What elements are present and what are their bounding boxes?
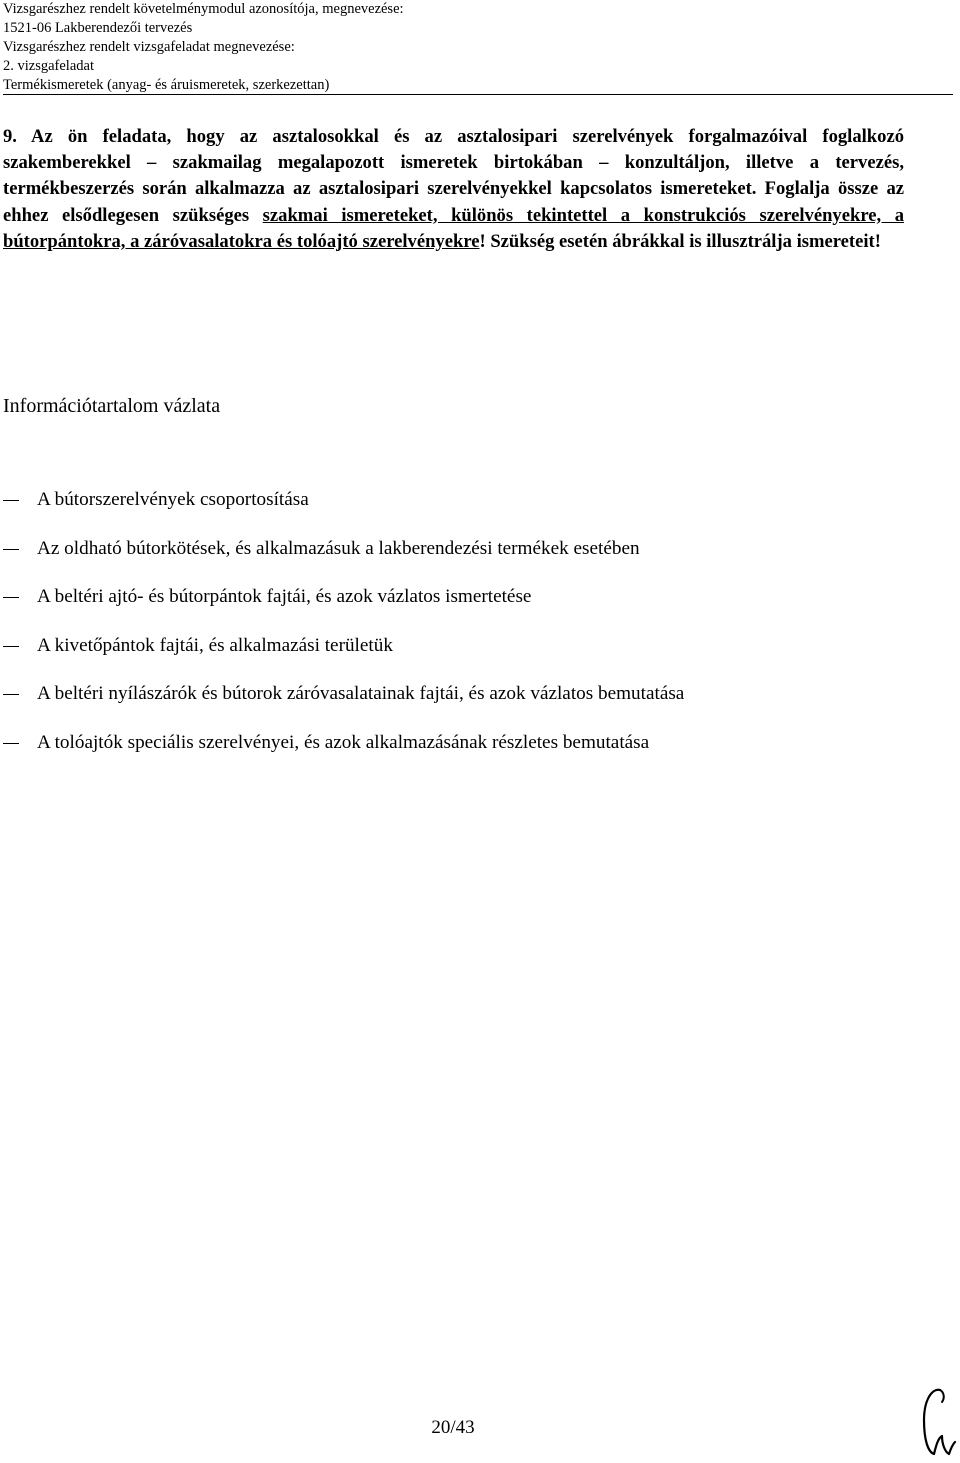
list-item bbox=[0, 486, 950, 535]
dash-bullet-icon bbox=[3, 694, 19, 695]
module-label: Vizsgarészhez rendelt követelménymodul azonosítója, megnevezése: bbox=[3, 1, 404, 17]
task-name: Termékismeretek (anyag- és áruismeretek, szerkezettan) bbox=[3, 77, 330, 93]
list-item-text: A bútorszerelvények csoportosítása bbox=[37, 489, 309, 510]
task-text-intro: 9. Az ön feladata, hogy az asztalosokkal és az asztalosipari szerelvények forgalmazóival foglalkozó szakemberekkel ‒ szakmailag megalapozott ismeretek birtokában ‒ konzultáljon, illetve a tervezés, termékbeszerzés során alkalmazza az asztalosipari szerelvényekkel kapcsolatos ismereteket. Foglalja össze az ehhez elsődlegesen szükséges bbox=[3, 126, 904, 226]
header-divider bbox=[3, 94, 953, 95]
dash-bullet-icon bbox=[3, 549, 19, 550]
list-item bbox=[0, 632, 950, 681]
task-text-closing: ! Szükség esetén ábrákkal is illusztrálja ismereteit! bbox=[479, 230, 881, 252]
dash-bullet-icon bbox=[3, 646, 19, 647]
task-number: 2. vizsgafeladat bbox=[3, 58, 94, 74]
task-description bbox=[3, 124, 904, 255]
list-item-text: A kivetőpántok fajtái, és alkalmazási területük bbox=[37, 634, 393, 656]
document-header bbox=[3, 0, 943, 95]
list-item bbox=[0, 583, 950, 632]
list-item bbox=[0, 680, 950, 729]
handwritten-signature bbox=[918, 1386, 958, 1460]
outline-title: Információtartalom vázlata bbox=[3, 395, 221, 417]
list-item-text: A beltéri nyílászárók és bútorok záróvasalatainak fajtái, és azok vázlatos bemutatása bbox=[37, 683, 685, 704]
outline-list bbox=[0, 486, 950, 777]
module-name: 1521-06 Lakberendezői tervezés bbox=[3, 20, 193, 36]
dash-bullet-icon bbox=[3, 500, 19, 501]
page-number: 20/43 bbox=[431, 1417, 475, 1438]
list-item bbox=[0, 535, 950, 584]
list-item-text: A tolóajtók speciális szerelvényei, és azok alkalmazásának részletes bemutatása bbox=[37, 731, 650, 753]
list-item-text: Az oldható bútorkötések, és alkalmazásuk a lakberendezési termékek esetében bbox=[37, 537, 640, 559]
list-item-text: A beltéri ajtó- és bútorpántok fajtái, és azok vázlatos ismertetése bbox=[37, 586, 532, 607]
list-item bbox=[0, 729, 950, 778]
dash-bullet-icon bbox=[3, 597, 19, 598]
dash-bullet-icon bbox=[3, 743, 19, 744]
task-label: Vizsgarészhez rendelt vizsgafeladat megnevezése: bbox=[3, 39, 295, 55]
task-text-underlined: szakmai ismereteket, különös tekintettel a konstrukciós szerelvényekre, a bútorpántokra, a záróvasalatokra és tolóajtó szerelvényekre bbox=[3, 204, 905, 252]
